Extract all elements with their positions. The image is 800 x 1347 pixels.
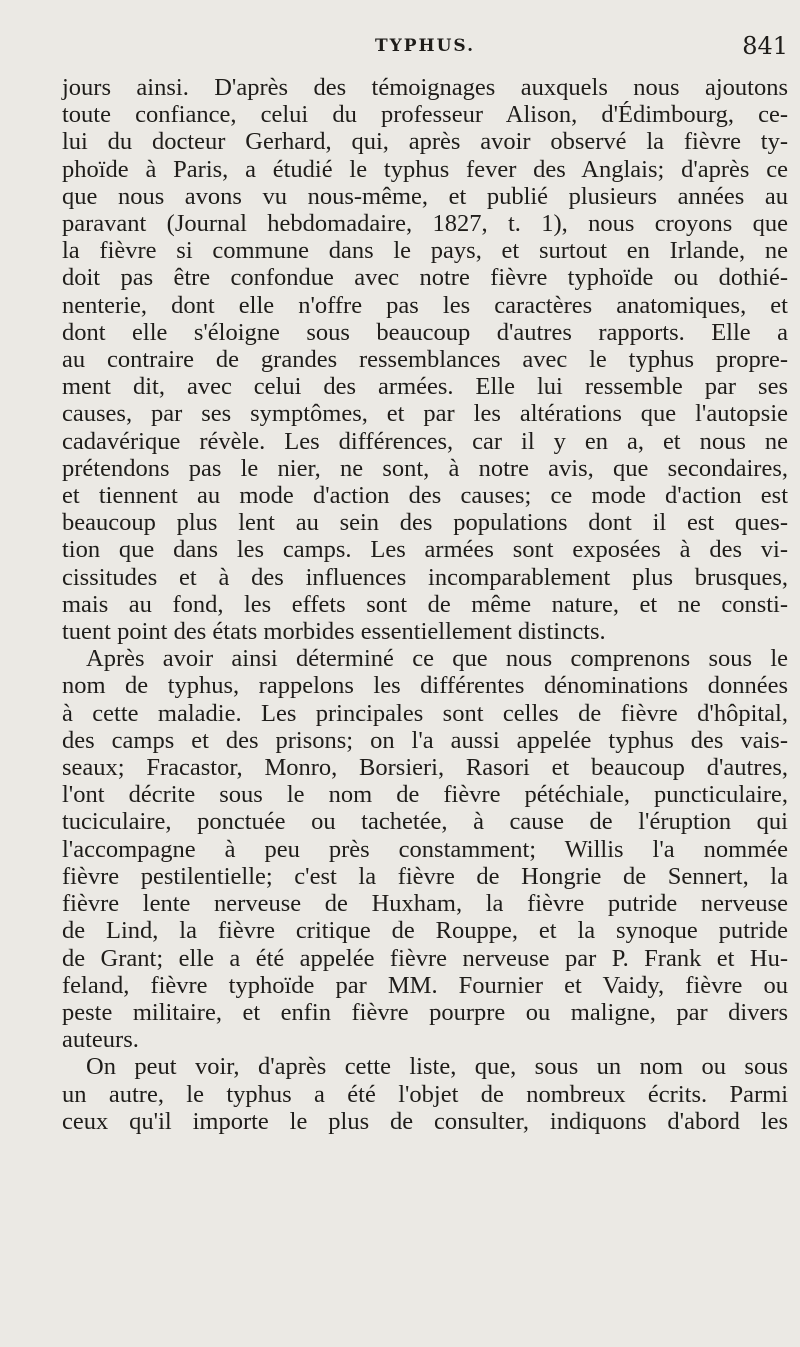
text-line: et tiennent au mode d'action des causes; ce mode d'action est — [62, 482, 788, 510]
text-line: au contraire de grandes ressemblances avec le typhus propre- — [62, 346, 788, 374]
paragraph-1 — [62, 74, 788, 645]
running-head — [62, 32, 788, 70]
running-title: TYPHUS. — [374, 36, 476, 56]
text-line: feland, fièvre typhoïde par MM. Fournier et Vaidy, fièvre ou — [62, 971, 788, 999]
text-line: dont elle s'éloigne sous beaucoup d'autres rapports. Elle a — [62, 318, 788, 346]
paragraph-2 — [62, 645, 788, 672]
text-line: tion que dans les camps. Les armées sont exposées à des vi- — [62, 536, 788, 564]
text-line: jours ainsi. D'après des témoignages auxquels nous ajoutons — [62, 74, 788, 101]
text-line: mais au fond, les effets sont de même nature, et ne consti- — [62, 590, 788, 618]
text-line: un autre, le typhus a été l'objet de nombreux écrits. Parmi — [62, 1080, 788, 1108]
text-line: seaux; Fracastor, Monro, Borsieri, Rasori et beaucoup d'autres, — [62, 754, 788, 782]
text-line: l'ont décrite sous le nom de fièvre pétéchiale, puncticulaire, — [62, 781, 788, 809]
text-line: ceux qu'il importe le plus de consulter, indiquons d'abord les — [62, 1107, 788, 1135]
paragraph-3-cont — [62, 1081, 788, 1135]
text-line: fièvre pestilentielle; c'est la fièvre de Hongrie de Sennert, la — [62, 862, 788, 890]
page-number: 841 — [742, 32, 788, 60]
paragraph-3 — [62, 1053, 788, 1080]
text-line: à cette maladie. Les principales sont celles de fièvre d'hôpital, — [62, 699, 788, 727]
text-line: tuciculaire, ponctuée ou tachetée, à cause de l'éruption qui — [62, 808, 788, 836]
text-line: que nous avons vu nous-même, et publié plusieurs années au — [62, 182, 788, 210]
text-line: lui du docteur Gerhard, qui, après avoir observé la fièvre ty- — [62, 128, 788, 156]
text-line: prétendons pas le nier, ne sont, à notre avis, que secondaires, — [62, 454, 788, 482]
text-line: fièvre lente nerveuse de Huxham, la fièvre putride nerveuse — [62, 890, 788, 918]
text-line: cadavérique révèle. Les différences, car il y en a, et nous ne — [62, 427, 788, 455]
text-line: ment dit, avec celui des armées. Elle lui ressemble par ses — [62, 373, 788, 401]
text-line: de Grant; elle a été appelée fièvre nerveuse par P. Frank et Hu- — [62, 944, 788, 972]
text-line: phoïde à Paris, a étudié le typhus fever des Anglais; d'après ce — [62, 155, 788, 183]
text-line: la fièvre si commune dans le pays, et surtout en Irlande, ne — [62, 237, 788, 265]
text-line: paravant (Journal hebdomadaire, 1827, t. 1), nous croyons que — [62, 210, 788, 238]
text-line: causes, par ses symptômes, et par les altérations que l'autopsie — [62, 400, 788, 428]
text-line: auteurs. — [62, 1026, 139, 1054]
text-line: peste militaire, et enfin fièvre pourpre ou maligne, par divers — [62, 998, 788, 1026]
text-line: beaucoup plus lent au sein des populations dont il est ques- — [62, 509, 788, 537]
text-line: des camps et des prisons; on l'a aussi appelée typhus des vais- — [62, 726, 788, 754]
text-line: de Lind, la fièvre critique de Rouppe, et la synoque putride — [62, 917, 788, 945]
text-line: Après avoir ainsi déterminé ce que nous comprenons sous le — [86, 645, 788, 673]
text-line: nom de typhus, rappelons les différentes dénominations données — [62, 672, 788, 700]
text-line: toute confiance, celui du professeur Alison, d'Édimbourg, ce- — [62, 101, 788, 129]
text-line: tuent point des états morbides essentiellement distincts. — [62, 618, 606, 646]
text-line: l'accompagne à peu près constamment; Willis l'a nommée — [62, 835, 788, 863]
text-line: On peut voir, d'après cette liste, que, sous un nom ou sous — [86, 1053, 788, 1081]
text-line: cissitudes et à des influences incomparablement plus brusques, — [62, 563, 788, 591]
text-line: nenterie, dont elle n'offre pas les caractères anatomiques, et — [62, 291, 788, 319]
text-line: doit pas être confondue avec notre fièvre typhoïde ou dothié- — [62, 264, 788, 292]
paragraph-2-cont — [62, 672, 788, 1053]
body-text — [62, 74, 788, 1135]
